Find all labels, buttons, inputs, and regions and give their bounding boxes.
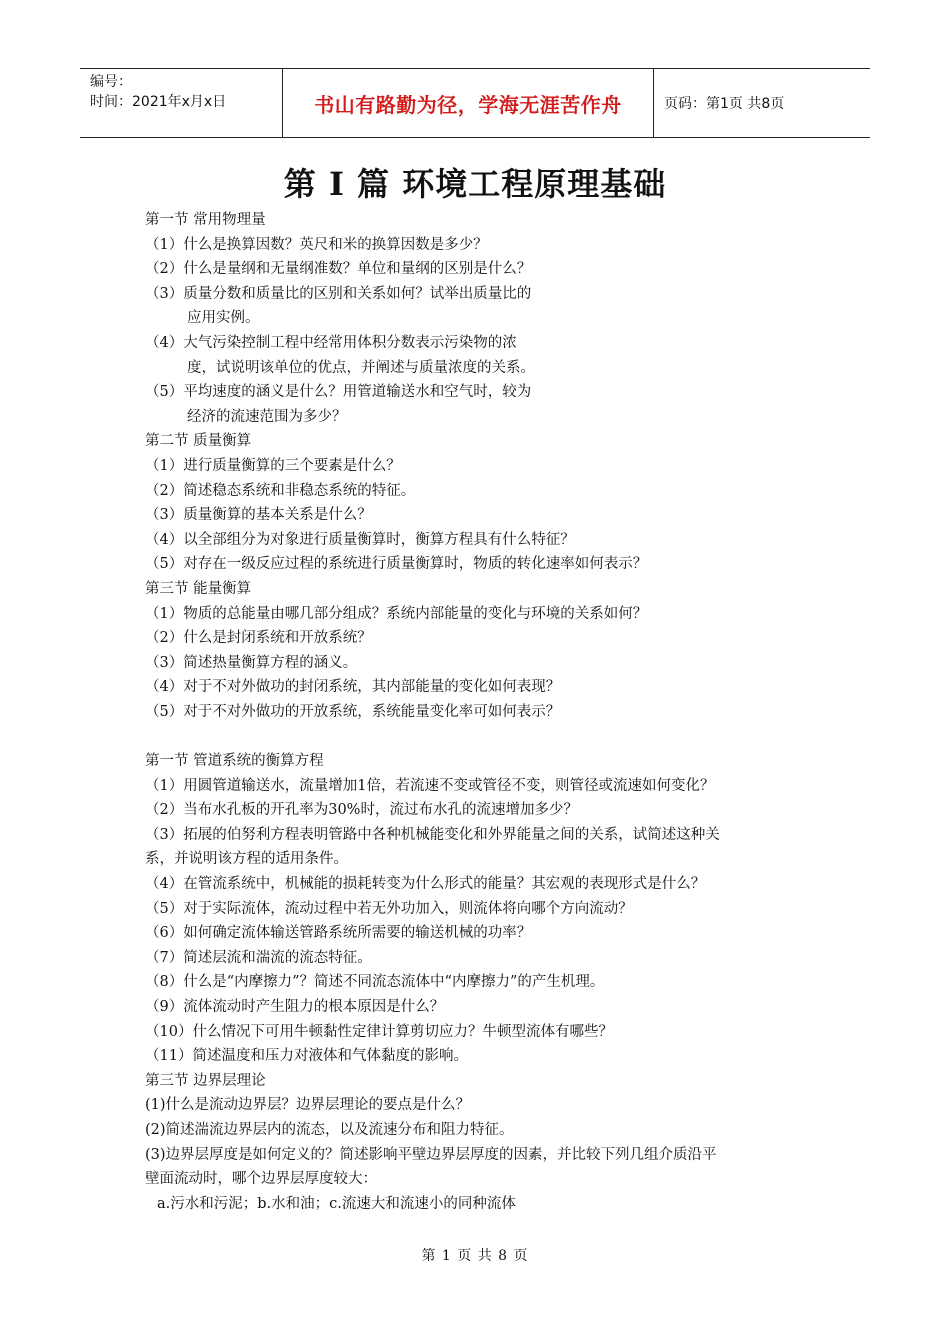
text-line: （5）对存在一级反应过程的系统进行质量衡算时，物质的转化速率如何表示？ (145, 556, 648, 573)
text-line: （8）什么是“内摩擦力”？简述不同流态流体中“内摩擦力”的产生机理。 (145, 974, 605, 991)
text-line: （7）简述层流和湍流的流态特征。 (145, 949, 372, 966)
text-line: （1）物质的总能量由哪几部分组成？系统内部能量的变化与环境的关系如何？ (145, 605, 648, 622)
text-line: (3)边界层厚度是如何定义的？简述影响平壁边界层厚度的因素，并比较下列几组介质沿平 (145, 1146, 717, 1163)
text-line: （1）用圆管道输送水，流量增加1倍，若流速不变或管径不变，则管径或流速如何变化？ (145, 777, 715, 794)
text-line: （6）如何确定流体输送管路系统所需要的输送机械的功率？ (145, 925, 532, 942)
page-header (80, 68, 870, 138)
text-line: (2)简述湍流边界层内的流态，以及流速分布和阻力特征。 (145, 1121, 514, 1138)
text-line: （5）平均速度的涵义是什么？用管道输送水和空气时，较为 (145, 384, 532, 401)
text-line: (1)什么是流动边界层？边界层理论的要点是什么？ (145, 1097, 471, 1114)
text-line: （3）拓展的伯努利方程表明管路中各种机械能变化和外界能量之间的关系，试简述这种关 (145, 826, 720, 843)
text-line: （10）什么情况下可用牛顿黏性定律计算剪切应力？牛顿型流体有哪些？ (145, 1023, 613, 1040)
text-line: （5）对于实际流体，流动过程中若无外功加入，则流体将向哪个方向流动？ (145, 900, 633, 917)
document-body (145, 208, 815, 1216)
text-line: （4）以全部组分为对象进行质量衡算时，衡算方程具有什么特征？ (145, 531, 575, 548)
document-number-label: 编号： (90, 74, 132, 90)
text-line: 系，并说明该方程的适用条件。 (145, 851, 348, 868)
text-line: （2）什么是量纲和无量纲准数？单位和量纲的区别是什么？ (145, 261, 532, 278)
text-line: （3）质量分数和质量比的区别和关系如何？试举出质量比的 (145, 285, 532, 302)
text-line: （2）当布水孔板的开孔率为30%时，流过布水孔的流速增加多少？ (145, 802, 578, 819)
text-line: （4）大气污染控制工程中经常用体积分数表示污染物的浓 (145, 334, 517, 351)
text-line: 第一节 常用物理量 (145, 212, 266, 228)
text-line: （4）在管流系统中，机械能的损耗转变为什么形式的能量？其宏观的表现形式是什么？ (145, 876, 706, 893)
text-line: 第二节 质量衡算 (145, 433, 252, 450)
blank-line (145, 724, 815, 749)
text-line: 壁面流动时，哪个边界层厚度较大： (145, 1171, 377, 1188)
text-line: 应用实例。 (187, 310, 260, 327)
header-page-info: 页码：第1页 共8页 (664, 96, 785, 112)
text-line: 经济的流速范围为多少？ (187, 408, 347, 425)
text-line: 第三节 边界层理论 (145, 1072, 266, 1089)
text-line: （3）简述热量衡算方程的涵义。 (145, 654, 358, 671)
text-line: 第三节 能量衡算 (145, 580, 252, 597)
text-line: （1）进行质量衡算的三个要素是什么？ (145, 457, 401, 474)
text-line: a.污水和污泥；b.水和油；c.流速大和流速小的同种流体 (157, 1195, 516, 1212)
text-line: 第一节 管道系统的衡算方程 (145, 753, 324, 770)
document-date: 时间：2021年x月x日 (90, 94, 227, 110)
text-line: （3）质量衡算的基本关系是什么？ (145, 507, 372, 524)
text-line: （2）简述稳态系统和非稳态系统的特征。 (145, 482, 416, 499)
text-line: 度，试说明该单位的优点，并阐述与质量浓度的关系。 (187, 359, 535, 376)
text-line: （11）简述温度和压力对液体和气体黏度的影响。 (145, 1048, 468, 1065)
text-line: （1）什么是换算因数？英尺和米的换算因数是多少？ (145, 236, 488, 253)
text-line: （9）流体流动时产生阻力的根本原因是什么？ (145, 999, 445, 1015)
page-footer: 第 1 页 共 8 页 (421, 1248, 529, 1264)
text-line: （2）什么是封闭系统和开放系统？ (145, 630, 372, 647)
page-title: 第 I 篇 环境工程原理基础 (283, 165, 667, 203)
text-line: （5）对于不对外做功的开放系统，系统能量变化率可如何表示？ (145, 703, 561, 720)
header-left (80, 69, 282, 137)
header-motto: 书山有路勤为径，学海无涯苦作舟 (282, 69, 654, 137)
text-line: （4）对于不对外做功的封闭系统，其内部能量的变化如何表现？ (145, 679, 561, 696)
